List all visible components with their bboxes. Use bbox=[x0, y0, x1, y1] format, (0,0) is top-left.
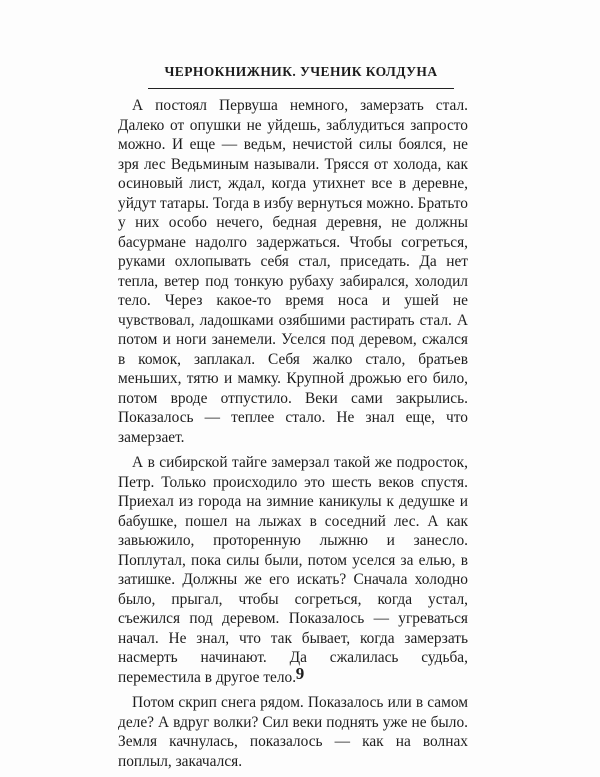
header-rule bbox=[148, 88, 454, 89]
paragraph-3: Потом скрип снега рядом. Показалось или в самом деле? А вдруг волки? Сил веки поднять уже не было. Земля качнулась, показалось — как на волнах поплыл, закачался. bbox=[118, 694, 468, 770]
paragraph-2: А в сибирской тайге замерзал такой же подросток, Петр. Только происходило это шесть веков спустя. Приехал из города на зимние каникулы к дедушке и бабушке, пошел на лыжах в соседний лес. А как завьюжило, проторенную лыжню и занесло. Поплутал, пока силы были, потом уселся за елью, в затишке. Должны же его искать? Сначала холодно было, прыгал, чтобы согреться, когда устал, съежился под деревом. Показалось — угреваться начал. Не знал, что так бывает, когда замерзать насмерть начинают. Да сжалилась судьба, переместила в другое тело. bbox=[118, 454, 468, 686]
page-number: 9 bbox=[295, 664, 305, 683]
running-header: ЧЕРНОКНИЖНИК. УЧЕНИК КОЛДУНА bbox=[164, 64, 438, 79]
paragraph-1: А постоял Первуша немного, замерзать стал. Далеко от опушки не уйдешь, заблудиться запросто можно. И еще — ведьм, нечистой силы боялся, не зря лес Ведьминым называли. Трясся от холода, как осиновый лист, ждал, когда утихнет все в деревне, уйдут татары. Тогда в избу вернуться можно. Братьто у них особо нечего, бедная деревня, не должны басурмане надолго задержаться. Чтобы согреться, руками охлопывать себя стал, приседать. Да нет тепла, ветер под тонкую рубаху забирался, холодил тело. Через какое-то время носа и ушей не чувствовал, ладошками озябшими растирать стал. А потом и ноги занемели. Уселся под деревом, сжался в комок, заплакал. Себя жалко стало, братьев меньших, тятю и мамку. Крупной дрожью его било, потом вроде отпустило. Веки сами закрылись. Показалось — теплее стало. Не знал еще, что замерзает. bbox=[118, 97, 468, 446]
